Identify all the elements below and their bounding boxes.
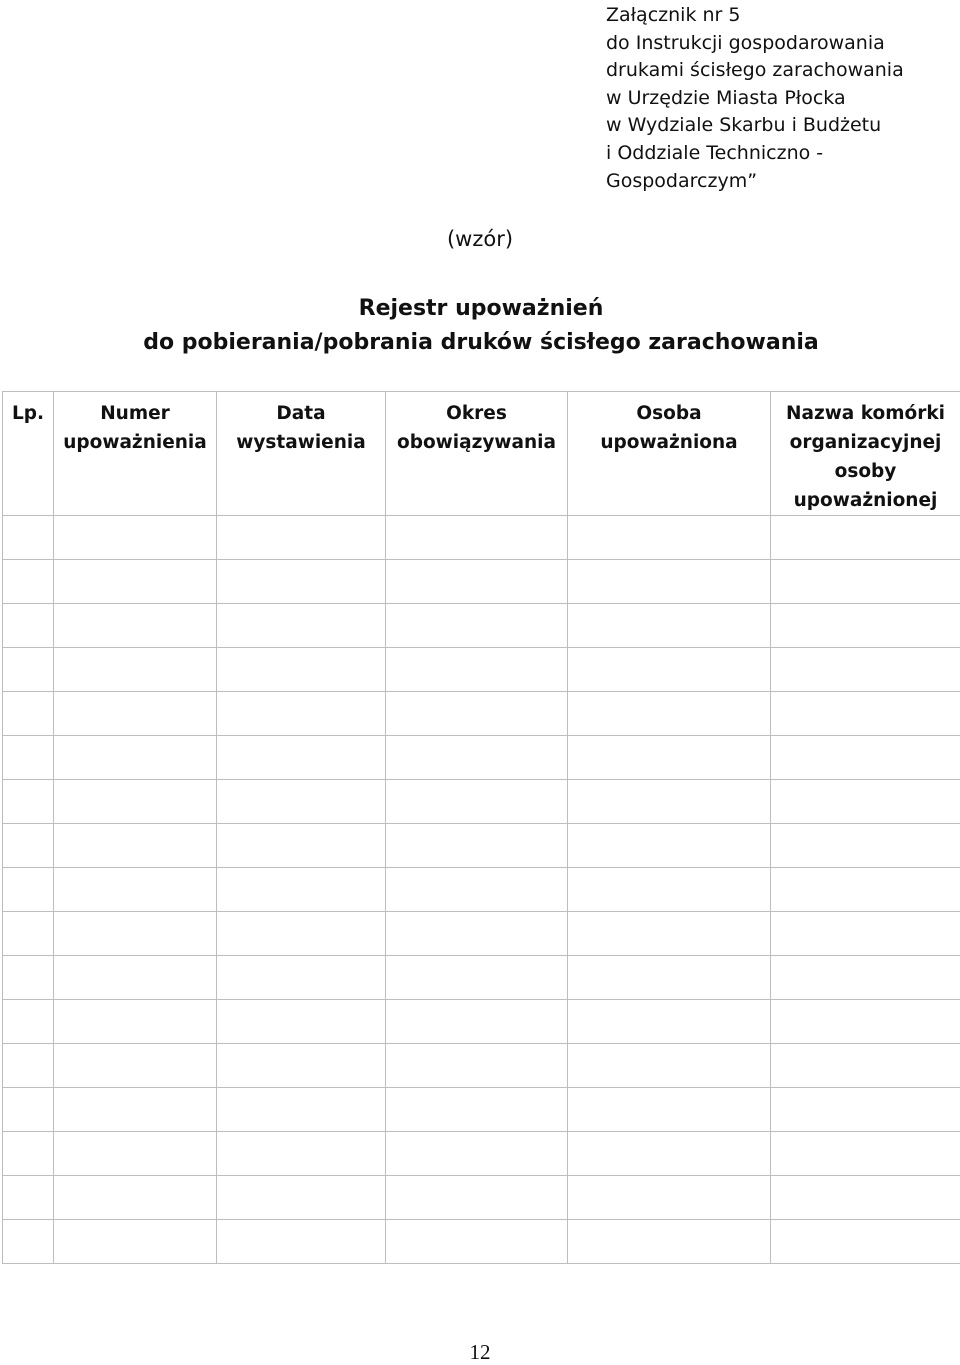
table-cell <box>3 1132 54 1176</box>
table-cell <box>217 1220 386 1264</box>
document-title: Rejestr upoważnień <box>0 296 960 321</box>
table-cell <box>386 516 568 560</box>
header-organizational-unit: Nazwa komórki organizacyjnej osoby upoważnionej <box>771 392 960 516</box>
table-cell <box>568 604 771 648</box>
table-cell <box>568 648 771 692</box>
table-cell <box>54 780 217 824</box>
table-cell <box>568 1044 771 1088</box>
table-cell <box>386 736 568 780</box>
table-cell <box>217 1132 386 1176</box>
table-cell <box>771 604 960 648</box>
table-cell <box>3 516 54 560</box>
table-cell <box>771 1044 960 1088</box>
table-cell <box>217 736 386 780</box>
table-cell <box>54 868 217 912</box>
table-cell <box>386 956 568 1000</box>
table-cell <box>3 912 54 956</box>
table-row <box>3 1176 960 1220</box>
table-cell <box>771 1176 960 1220</box>
table-cell <box>568 780 771 824</box>
table-cell <box>54 1220 217 1264</box>
table-cell <box>568 1088 771 1132</box>
document-subtitle: do pobierania/pobrania druków ścisłego zarachowania <box>0 330 960 355</box>
table-row <box>3 1132 960 1176</box>
table-cell <box>54 560 217 604</box>
table-cell <box>386 1000 568 1044</box>
table-cell <box>771 516 960 560</box>
table-cell <box>54 956 217 1000</box>
header-issue-date: Data wystawienia <box>217 392 386 516</box>
table-row <box>3 736 960 780</box>
table-cell <box>568 1000 771 1044</box>
table-cell <box>3 692 54 736</box>
table-cell <box>217 1000 386 1044</box>
table-cell <box>771 824 960 868</box>
table-cell <box>771 692 960 736</box>
table-row <box>3 956 960 1000</box>
table-cell <box>54 824 217 868</box>
table-cell <box>54 692 217 736</box>
page-number: 12 <box>0 1340 960 1365</box>
table-cell <box>54 912 217 956</box>
table-row <box>3 912 960 956</box>
table-cell <box>217 824 386 868</box>
table-cell <box>3 1000 54 1044</box>
table-cell <box>54 648 217 692</box>
table-cell <box>217 604 386 648</box>
template-label: (wzór) <box>0 227 960 251</box>
table-cell <box>386 1044 568 1088</box>
table-cell <box>568 692 771 736</box>
table-row <box>3 516 960 560</box>
table-cell <box>568 1132 771 1176</box>
table-cell <box>386 604 568 648</box>
table-row <box>3 1220 960 1264</box>
register-table <box>2 391 960 1264</box>
table-cell <box>3 868 54 912</box>
table-cell <box>217 560 386 604</box>
table-cell <box>217 868 386 912</box>
table-cell <box>771 736 960 780</box>
table-cell <box>54 604 217 648</box>
table-cell <box>54 1132 217 1176</box>
table-cell <box>3 1044 54 1088</box>
table-cell <box>217 692 386 736</box>
table-cell <box>771 868 960 912</box>
table-cell <box>771 1220 960 1264</box>
table-cell <box>568 824 771 868</box>
table-cell <box>568 956 771 1000</box>
table-cell <box>3 604 54 648</box>
table-header-row <box>3 392 960 516</box>
table-cell <box>386 824 568 868</box>
table-cell <box>54 1176 217 1220</box>
table-row <box>3 868 960 912</box>
table-cell <box>568 736 771 780</box>
table-row <box>3 560 960 604</box>
table-cell <box>217 780 386 824</box>
table-body <box>3 516 960 1264</box>
table-cell <box>386 780 568 824</box>
table-cell <box>217 1088 386 1132</box>
table-row <box>3 604 960 648</box>
table-cell <box>3 824 54 868</box>
table-row <box>3 824 960 868</box>
table-cell <box>386 912 568 956</box>
table-cell <box>386 1132 568 1176</box>
table-cell <box>771 1000 960 1044</box>
table-cell <box>54 1044 217 1088</box>
table-row <box>3 1088 960 1132</box>
table-cell <box>3 956 54 1000</box>
table-cell <box>3 780 54 824</box>
table-cell <box>386 868 568 912</box>
table-row <box>3 1000 960 1044</box>
table-row <box>3 780 960 824</box>
table-cell <box>217 956 386 1000</box>
table-cell <box>3 560 54 604</box>
table-cell <box>386 560 568 604</box>
table-cell <box>568 560 771 604</box>
table-cell <box>217 912 386 956</box>
header-validity-period: Okres obowiązywania <box>386 392 568 516</box>
table-cell <box>386 1176 568 1220</box>
table-row <box>3 692 960 736</box>
table-cell <box>568 1220 771 1264</box>
table-cell <box>771 912 960 956</box>
table-cell <box>386 1088 568 1132</box>
table-cell <box>568 1176 771 1220</box>
table-cell <box>54 1000 217 1044</box>
table-cell <box>386 648 568 692</box>
table-cell <box>54 516 217 560</box>
table-cell <box>568 516 771 560</box>
table-cell <box>3 1220 54 1264</box>
table-cell <box>54 736 217 780</box>
table-cell <box>771 780 960 824</box>
table-row <box>3 1044 960 1088</box>
table-cell <box>771 956 960 1000</box>
table-cell <box>3 1176 54 1220</box>
table-cell <box>217 516 386 560</box>
table-cell <box>568 868 771 912</box>
table-cell <box>3 1088 54 1132</box>
table-cell <box>568 912 771 956</box>
table-cell <box>386 1220 568 1264</box>
table-cell <box>771 1132 960 1176</box>
header-authorized-person: Osoba upoważniona <box>568 392 771 516</box>
header-authorization-number: Numer upoważnienia <box>54 392 217 516</box>
header-lp: Lp. <box>3 392 54 516</box>
table-cell <box>54 1088 217 1132</box>
table-cell <box>217 1176 386 1220</box>
table-cell <box>3 736 54 780</box>
table-cell <box>217 1044 386 1088</box>
table-cell <box>3 648 54 692</box>
table-cell <box>771 1088 960 1132</box>
table-cell <box>771 560 960 604</box>
table-row <box>3 648 960 692</box>
table-cell <box>217 648 386 692</box>
table-cell <box>771 648 960 692</box>
table-cell <box>386 692 568 736</box>
annex-reference: Załącznik nr 5 do Instrukcji gospodarowania drukami ścisłego zarachowania w Urzędzie Miasta Płocka w Wydziale Skarbu i Budżetu i Oddziale Techniczno - Gospodarczym” <box>606 2 956 195</box>
